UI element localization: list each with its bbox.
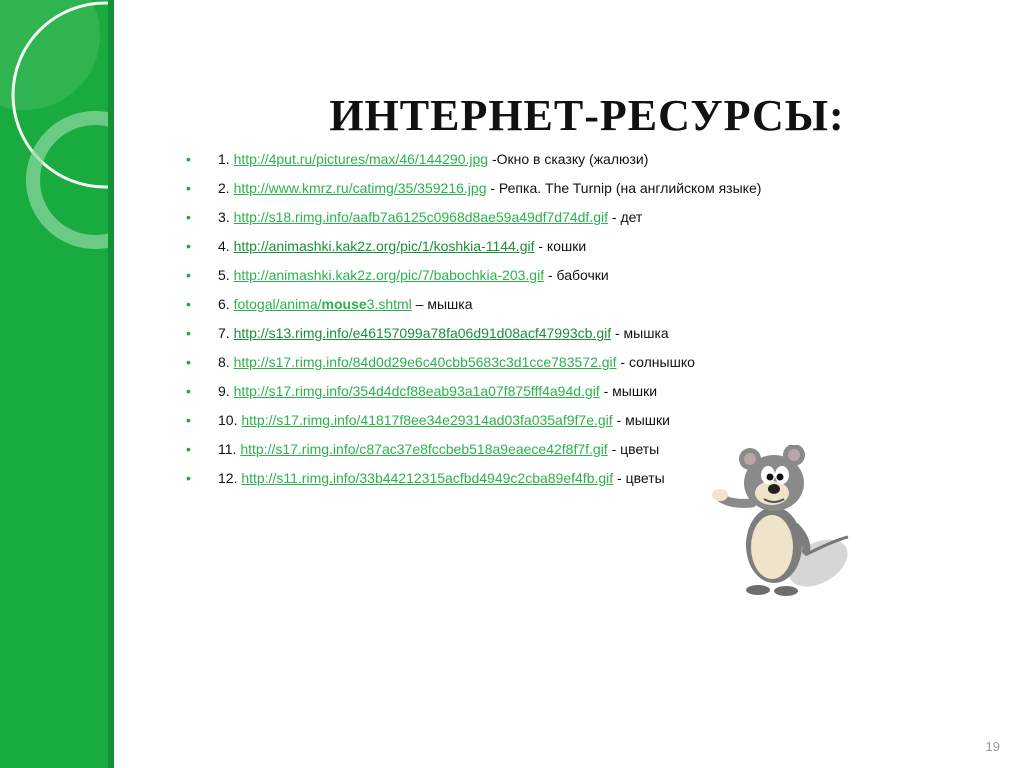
list-item: • 6. fotogal/anima/mouse3.shtml – мышка	[186, 291, 761, 320]
resource-link[interactable]: http://s17.rimg.info/41817f8ee34e29314ad03fa035af9f7e.gif	[241, 412, 613, 428]
bullet-icon: •	[186, 180, 191, 196]
bullet-icon: •	[186, 209, 191, 225]
bullet-icon: •	[186, 354, 191, 370]
list-item: • 2. http://www.kmrz.ru/catimg/35/359216.jpg - Репка. The Turnip (на английском языке)	[186, 175, 761, 204]
resource-link[interactable]: http://s13.rimg.info/e46157099a78fa06d91d08acf47993cb.gif	[233, 325, 612, 341]
resource-link[interactable]: http://s18.rimg.info/aafb7a6125c0968d8ae59a49df7d74df.gif	[233, 209, 608, 225]
resource-link[interactable]: http://s17.rimg.info/354d4dcf88eab93a1a07f875fff4a94d.gif	[233, 383, 600, 399]
resource-link[interactable]: http://4put.ru/pictures/max/46/144290.jpg	[233, 151, 489, 167]
resource-link[interactable]: http://www.kmrz.ru/catimg/35/359216.jpg	[233, 180, 487, 196]
bullet-icon: •	[186, 267, 191, 283]
list-item: • 8. http://s17.rimg.info/84d0d29e6c40cbb5683c3d1cce783572.gif - солнышко	[186, 349, 761, 378]
list-item: • 11. http://s17.rimg.info/c87ac37e8fccbeb518a9eaece42f8f7f.gif - цветы	[186, 436, 761, 465]
bullet-icon: •	[186, 151, 191, 167]
list-item: • 7. http://s13.rimg.info/e46157099a78fa06d91d08acf47993cb.gif - мышка	[186, 320, 761, 349]
resource-link[interactable]: http://s17.rimg.info/84d0d29e6c40cbb5683c3d1cce783572.gif	[233, 354, 617, 370]
bullet-icon: •	[186, 383, 191, 399]
list-item: • 1. http://4put.ru/pictures/max/46/144290.jpg -Окно в сказку (жалюзи)	[186, 146, 761, 175]
bullet-icon: •	[186, 238, 191, 254]
list-item: • 9. http://s17.rimg.info/354d4dcf88eab93a1a07f875fff4a94d.gif - мышки	[186, 378, 761, 407]
resource-link[interactable]: http://s17.rimg.info/c87ac37e8fccbeb518a9eaece42f8f7f.gif	[240, 441, 608, 457]
resource-link[interactable]: http://animashki.kak2z.org/pic/7/babochkia-203.gif	[233, 267, 545, 283]
resource-link[interactable]: fotogal/anima/mouse3.shtml	[233, 296, 412, 312]
list-item: • 12. http://s11.rimg.info/33b44212315acfbd4949c2cba89ef4fb.gif - цветы	[186, 465, 761, 494]
resource-link[interactable]: http://s11.rimg.info/33b44212315acfbd4949c2cba89ef4fb.gif	[241, 470, 614, 486]
waving-mouse-icon	[710, 445, 860, 605]
list-item: • 10. http://s17.rimg.info/41817f8ee34e29314ad03fa035af9f7e.gif - мышки	[186, 407, 761, 436]
resource-link[interactable]: http://animashki.kak2z.org/pic/1/koshkia-1144.gif	[233, 238, 535, 254]
bullet-icon: •	[186, 441, 191, 457]
bullet-icon: •	[186, 296, 191, 312]
list-item: • 4. http://animashki.kak2z.org/pic/1/koshkia-1144.gif - кошки	[186, 233, 761, 262]
slide-title: ИНТЕРНЕТ-РЕСУРСЫ:	[329, 91, 845, 140]
page-number: 19	[985, 739, 1000, 754]
bullet-icon: •	[186, 325, 191, 341]
resource-list	[186, 146, 761, 494]
list-item: • 3. http://s18.rimg.info/aafb7a6125c0968d8ae59a49df7d74df.gif - дет	[186, 204, 761, 233]
bullet-icon: •	[186, 470, 191, 486]
bullet-icon: •	[186, 412, 191, 428]
list-item: • 5. http://animashki.kak2z.org/pic/7/babochkia-203.gif - бабочки	[186, 262, 761, 291]
